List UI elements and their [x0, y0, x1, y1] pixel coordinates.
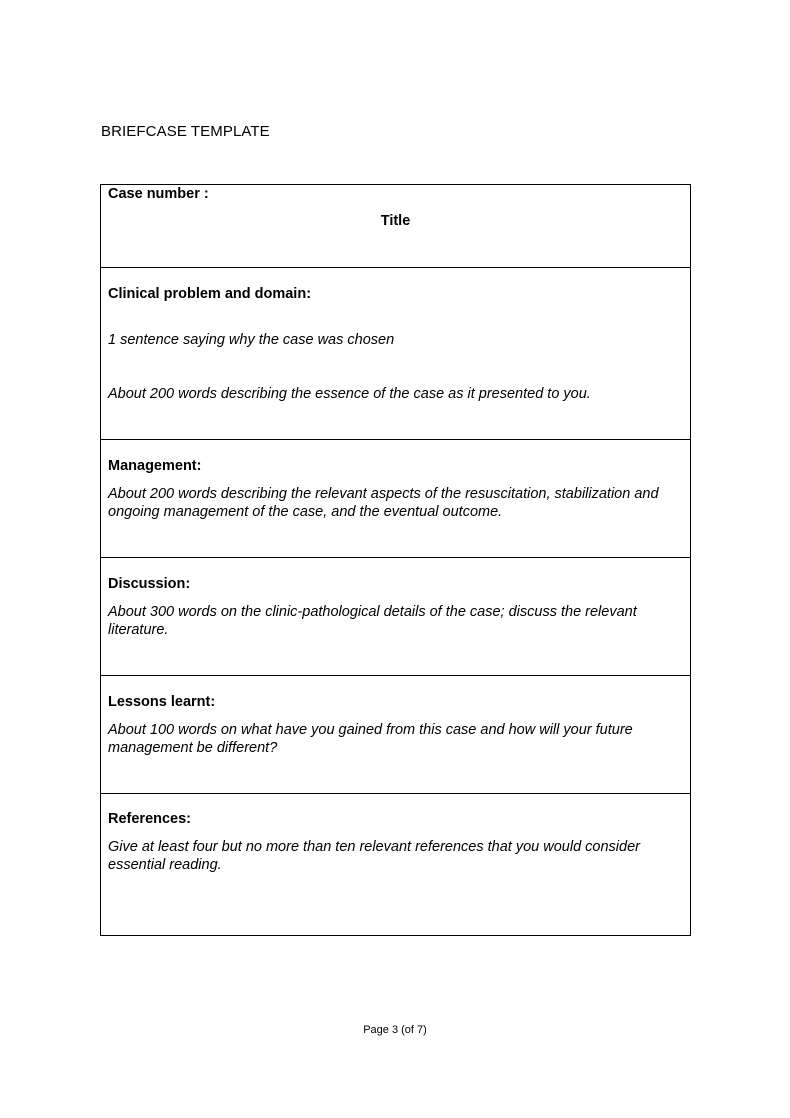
case-number-label: Case number :: [108, 186, 209, 202]
references-row: [101, 793, 690, 935]
clinical-problem-row: [101, 267, 690, 439]
document-heading: BRIEFCASE TEMPLATE: [101, 123, 270, 140]
discussion-label: Discussion:: [108, 576, 191, 592]
management-description: About 200 words describing the relevant aspects of the resuscitation, stabilization and ongoing management of the case, and the eventual outcome.: [108, 486, 659, 520]
briefcase-table: [100, 184, 691, 936]
discussion-description: About 300 words on the clinic-pathological details of the case; discuss the relevant literature.: [108, 604, 637, 638]
clinical-problem-reason: 1 sentence saying why the case was chosen: [108, 332, 395, 348]
management-row: [101, 439, 690, 557]
lessons-learnt-row: [101, 675, 690, 793]
references-label: References:: [108, 811, 192, 827]
lessons-learnt-description: About 100 words on what have you gained from this case and how will your future management be different?: [108, 722, 633, 756]
page-number-footer: Page 3 (of 7): [363, 1024, 427, 1036]
case-number-row: [101, 185, 690, 267]
references-description: Give at least four but no more than ten relevant references that you would consider essential reading.: [108, 839, 640, 873]
clinical-problem-essence: About 200 words describing the essence of the case as it presented to you.: [108, 386, 591, 402]
management-label: Management:: [108, 458, 202, 474]
lessons-learnt-label: Lessons learnt:: [108, 694, 216, 710]
discussion-row: [101, 557, 690, 675]
case-title-label: Title: [380, 213, 411, 229]
clinical-problem-label: Clinical problem and domain:: [108, 286, 312, 302]
